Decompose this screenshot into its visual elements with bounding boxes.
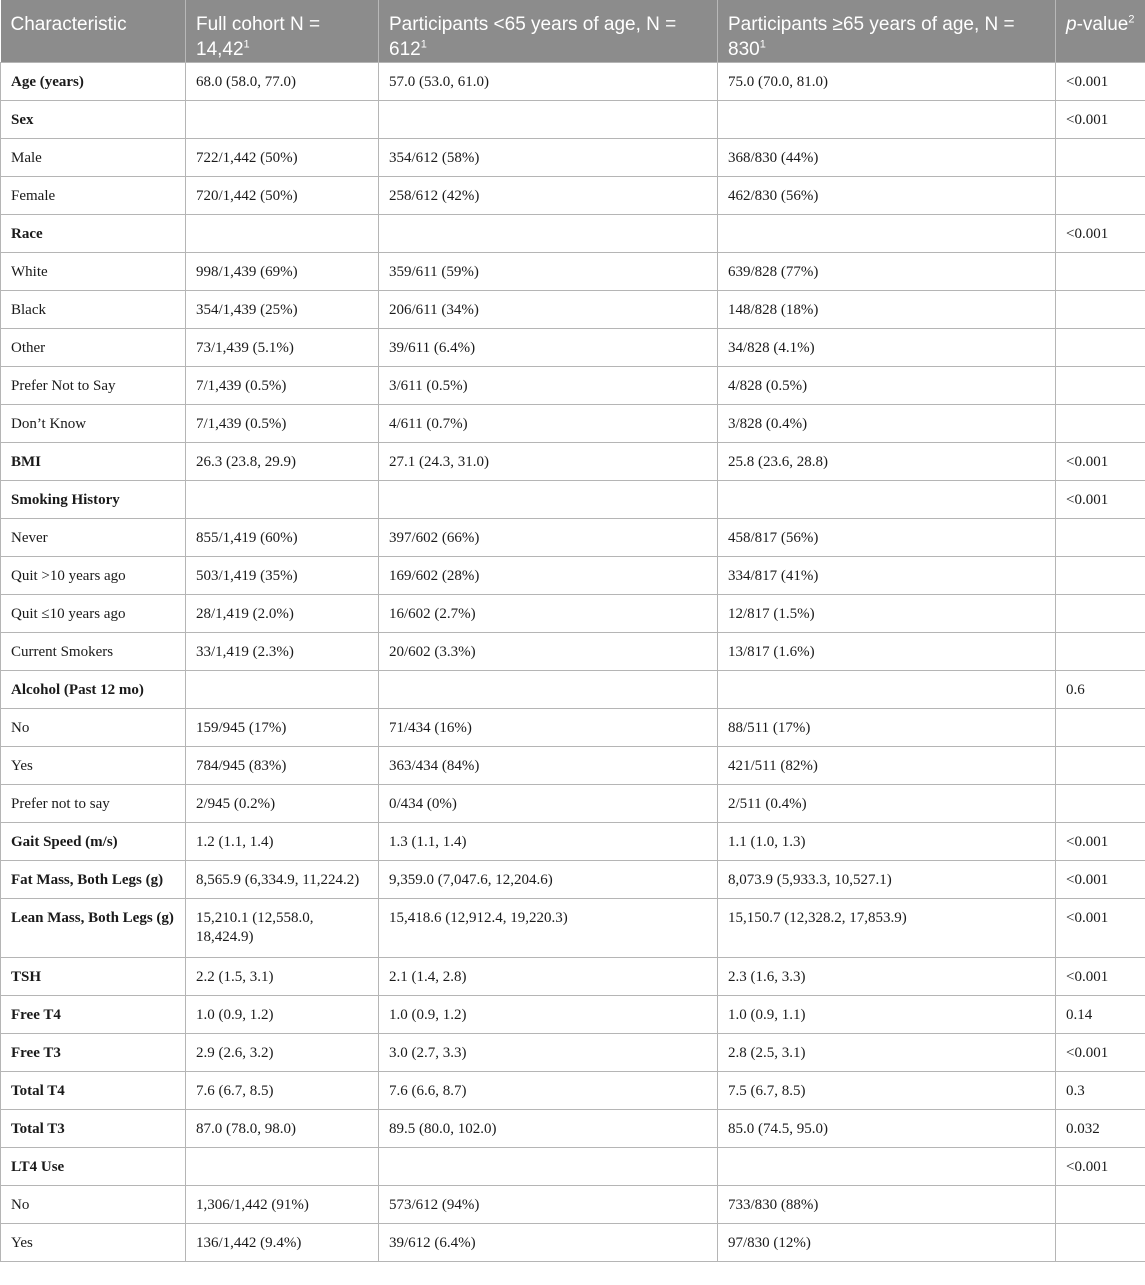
p-value-cell: 0.14 <box>1056 996 1145 1034</box>
p-value-cell <box>1056 177 1145 215</box>
row-label-cell: Current Smokers <box>1 633 186 671</box>
over-65-cell: 4/828 (0.5%) <box>718 367 1056 405</box>
header-under-65-footnote: 1 <box>420 38 427 51</box>
p-value-cell: <0.001 <box>1056 443 1145 481</box>
over-65-cell: 12/817 (1.5%) <box>718 595 1056 633</box>
over-65-cell: 2/511 (0.4%) <box>718 785 1056 823</box>
table-row <box>1 1034 1145 1072</box>
table-row <box>1 177 1145 215</box>
p-value-cell <box>1056 747 1145 785</box>
under-65-cell: 57.0 (53.0, 61.0) <box>379 63 718 101</box>
row-label-cell: Don’t Know <box>1 405 186 443</box>
header-full-cohort-label: Full cohort N = 14,42 <box>196 14 321 60</box>
full-cohort-cell: 7/1,439 (0.5%) <box>186 367 379 405</box>
row-label-cell: BMI <box>1 443 186 481</box>
over-65-cell: 458/817 (56%) <box>718 519 1056 557</box>
table-row <box>1 958 1145 996</box>
over-65-cell: 7.5 (6.7, 8.5) <box>718 1072 1056 1110</box>
under-65-cell: 4/611 (0.7%) <box>379 405 718 443</box>
over-65-cell: 462/830 (56%) <box>718 177 1056 215</box>
header-over-65-label: Participants ≥65 years of age, N = 830 <box>728 14 1015 60</box>
under-65-cell: 15,418.6 (12,912.4, 19,220.3) <box>379 899 718 958</box>
full-cohort-cell: 2.2 (1.5, 3.1) <box>186 958 379 996</box>
table-row <box>1 1148 1145 1186</box>
under-65-cell: 39/612 (6.4%) <box>379 1224 718 1262</box>
over-65-cell <box>718 1148 1056 1186</box>
over-65-cell: 34/828 (4.1%) <box>718 329 1056 367</box>
table-row <box>1 595 1145 633</box>
p-value-cell: <0.001 <box>1056 1148 1145 1186</box>
row-label-cell: Total T4 <box>1 1072 186 1110</box>
table-row <box>1 557 1145 595</box>
row-label-cell: Free T4 <box>1 996 186 1034</box>
row-label-cell: No <box>1 709 186 747</box>
full-cohort-cell: 503/1,419 (35%) <box>186 557 379 595</box>
table-row <box>1 63 1145 101</box>
p-value-cell <box>1056 1186 1145 1224</box>
table-row <box>1 633 1145 671</box>
under-65-cell: 27.1 (24.3, 31.0) <box>379 443 718 481</box>
under-65-cell: 9,359.0 (7,047.6, 12,204.6) <box>379 861 718 899</box>
table-row <box>1 861 1145 899</box>
row-label-cell: Yes <box>1 747 186 785</box>
p-value-cell: <0.001 <box>1056 101 1145 139</box>
under-65-cell: 16/602 (2.7%) <box>379 595 718 633</box>
row-label-cell: Prefer not to say <box>1 785 186 823</box>
full-cohort-cell: 998/1,439 (69%) <box>186 253 379 291</box>
row-label-cell: Other <box>1 329 186 367</box>
full-cohort-cell: 1,306/1,442 (91%) <box>186 1186 379 1224</box>
p-value-cell <box>1056 519 1145 557</box>
header-characteristic <box>1 0 186 63</box>
under-65-cell: 573/612 (94%) <box>379 1186 718 1224</box>
under-65-cell: 169/602 (28%) <box>379 557 718 595</box>
under-65-cell: 3.0 (2.7, 3.3) <box>379 1034 718 1072</box>
table-row <box>1 747 1145 785</box>
over-65-cell: 639/828 (77%) <box>718 253 1056 291</box>
full-cohort-cell: 354/1,439 (25%) <box>186 291 379 329</box>
p-value-cell <box>1056 405 1145 443</box>
under-65-cell: 0/434 (0%) <box>379 785 718 823</box>
full-cohort-cell: 28/1,419 (2.0%) <box>186 595 379 633</box>
over-65-cell: 85.0 (74.5, 95.0) <box>718 1110 1056 1148</box>
p-value-cell: <0.001 <box>1056 861 1145 899</box>
p-value-cell <box>1056 1224 1145 1262</box>
over-65-cell: 88/511 (17%) <box>718 709 1056 747</box>
table-row <box>1 823 1145 861</box>
row-label-cell: Gait Speed (m/s) <box>1 823 186 861</box>
row-label-cell: TSH <box>1 958 186 996</box>
p-value-cell: 0.3 <box>1056 1072 1145 1110</box>
p-value-cell: <0.001 <box>1056 215 1145 253</box>
under-65-cell: 359/611 (59%) <box>379 253 718 291</box>
full-cohort-cell <box>186 1148 379 1186</box>
under-65-cell <box>379 481 718 519</box>
full-cohort-cell: 7.6 (6.7, 8.5) <box>186 1072 379 1110</box>
under-65-cell: 7.6 (6.6, 8.7) <box>379 1072 718 1110</box>
over-65-cell: 1.0 (0.9, 1.1) <box>718 996 1056 1034</box>
p-value-cell: <0.001 <box>1056 899 1145 958</box>
header-characteristic-label: Characteristic <box>10 14 127 35</box>
header-over-65 <box>718 0 1056 63</box>
row-label-cell: Quit ≤10 years ago <box>1 595 186 633</box>
full-cohort-cell: 8,565.9 (6,334.9, 11,224.2) <box>186 861 379 899</box>
table-row <box>1 291 1145 329</box>
header-p-value-italic: p <box>1066 14 1077 35</box>
table-row <box>1 785 1145 823</box>
table-row <box>1 443 1145 481</box>
under-65-cell: 397/602 (66%) <box>379 519 718 557</box>
row-label-cell: Yes <box>1 1224 186 1262</box>
over-65-cell: 75.0 (70.0, 81.0) <box>718 63 1056 101</box>
table-row <box>1 1224 1145 1262</box>
under-65-cell: 258/612 (42%) <box>379 177 718 215</box>
table-row <box>1 1186 1145 1224</box>
over-65-cell <box>718 215 1056 253</box>
table-row <box>1 215 1145 253</box>
row-label-cell: No <box>1 1186 186 1224</box>
full-cohort-cell: 73/1,439 (5.1%) <box>186 329 379 367</box>
table-row <box>1 671 1145 709</box>
p-value-cell <box>1056 291 1145 329</box>
under-65-cell: 363/434 (84%) <box>379 747 718 785</box>
over-65-cell: 334/817 (41%) <box>718 557 1056 595</box>
header-p-value-label: -value <box>1076 14 1129 35</box>
full-cohort-cell: 87.0 (78.0, 98.0) <box>186 1110 379 1148</box>
over-65-cell: 25.8 (23.6, 28.8) <box>718 443 1056 481</box>
p-value-cell: <0.001 <box>1056 481 1145 519</box>
table-row <box>1 139 1145 177</box>
full-cohort-cell: 1.2 (1.1, 1.4) <box>186 823 379 861</box>
under-65-cell: 354/612 (58%) <box>379 139 718 177</box>
table-row <box>1 253 1145 291</box>
row-label-cell: Never <box>1 519 186 557</box>
over-65-cell: 2.8 (2.5, 3.1) <box>718 1034 1056 1072</box>
over-65-cell <box>718 671 1056 709</box>
row-label-cell: Prefer Not to Say <box>1 367 186 405</box>
over-65-cell: 733/830 (88%) <box>718 1186 1056 1224</box>
p-value-cell <box>1056 785 1145 823</box>
p-value-cell <box>1056 367 1145 405</box>
under-65-cell <box>379 671 718 709</box>
table-row <box>1 367 1145 405</box>
table-row <box>1 709 1145 747</box>
over-65-cell: 97/830 (12%) <box>718 1224 1056 1262</box>
under-65-cell: 39/611 (6.4%) <box>379 329 718 367</box>
table-body <box>1 63 1145 1262</box>
under-65-cell <box>379 1148 718 1186</box>
p-value-cell: <0.001 <box>1056 823 1145 861</box>
over-65-cell <box>718 481 1056 519</box>
row-label-cell: Alcohol (Past 12 mo) <box>1 671 186 709</box>
over-65-cell: 2.3 (1.6, 3.3) <box>718 958 1056 996</box>
row-label-cell: Quit >10 years ago <box>1 557 186 595</box>
p-value-cell: 0.032 <box>1056 1110 1145 1148</box>
over-65-cell: 1.1 (1.0, 1.3) <box>718 823 1056 861</box>
full-cohort-cell: 855/1,419 (60%) <box>186 519 379 557</box>
full-cohort-cell <box>186 481 379 519</box>
row-label-cell: Free T3 <box>1 1034 186 1072</box>
full-cohort-cell: 68.0 (58.0, 77.0) <box>186 63 379 101</box>
full-cohort-cell: 784/945 (83%) <box>186 747 379 785</box>
row-label-cell: LT4 Use <box>1 1148 186 1186</box>
p-value-cell: <0.001 <box>1056 1034 1145 1072</box>
full-cohort-cell: 33/1,419 (2.3%) <box>186 633 379 671</box>
full-cohort-cell <box>186 101 379 139</box>
full-cohort-cell: 136/1,442 (9.4%) <box>186 1224 379 1262</box>
full-cohort-cell <box>186 671 379 709</box>
p-value-cell <box>1056 253 1145 291</box>
under-65-cell: 1.3 (1.1, 1.4) <box>379 823 718 861</box>
full-cohort-cell: 26.3 (23.8, 29.9) <box>186 443 379 481</box>
header-full-cohort <box>186 0 379 63</box>
p-value-cell <box>1056 139 1145 177</box>
full-cohort-cell: 2/945 (0.2%) <box>186 785 379 823</box>
p-value-cell <box>1056 557 1145 595</box>
row-label-cell: Black <box>1 291 186 329</box>
p-value-cell: <0.001 <box>1056 63 1145 101</box>
over-65-cell: 3/828 (0.4%) <box>718 405 1056 443</box>
row-label-cell: Age (years) <box>1 63 186 101</box>
row-label-cell: White <box>1 253 186 291</box>
table-row <box>1 481 1145 519</box>
header-over-65-footnote: 1 <box>759 38 766 51</box>
under-65-cell: 1.0 (0.9, 1.2) <box>379 996 718 1034</box>
full-cohort-cell: 159/945 (17%) <box>186 709 379 747</box>
full-cohort-cell: 722/1,442 (50%) <box>186 139 379 177</box>
header-row <box>1 0 1145 63</box>
p-value-cell: 0.6 <box>1056 671 1145 709</box>
row-label-cell: Lean Mass, Both Legs (g) <box>1 899 186 958</box>
over-65-cell: 13/817 (1.6%) <box>718 633 1056 671</box>
p-value-cell <box>1056 595 1145 633</box>
row-label-cell: Smoking History <box>1 481 186 519</box>
table-row <box>1 405 1145 443</box>
over-65-cell: 8,073.9 (5,933.3, 10,527.1) <box>718 861 1056 899</box>
under-65-cell: 20/602 (3.3%) <box>379 633 718 671</box>
table-row <box>1 1110 1145 1148</box>
row-label-cell: Male <box>1 139 186 177</box>
full-cohort-cell: 7/1,439 (0.5%) <box>186 405 379 443</box>
row-label-cell: Total T3 <box>1 1110 186 1148</box>
header-under-65 <box>379 0 718 63</box>
under-65-cell: 3/611 (0.5%) <box>379 367 718 405</box>
under-65-cell: 71/434 (16%) <box>379 709 718 747</box>
row-label-cell: Fat Mass, Both Legs (g) <box>1 861 186 899</box>
full-cohort-cell: 15,210.1 (12,558.0, 18,424.9) <box>186 899 379 958</box>
full-cohort-cell: 1.0 (0.9, 1.2) <box>186 996 379 1034</box>
header-p-value-footnote: 2 <box>1128 13 1135 26</box>
under-65-cell <box>379 101 718 139</box>
under-65-cell: 206/611 (34%) <box>379 291 718 329</box>
over-65-cell: 148/828 (18%) <box>718 291 1056 329</box>
table-row <box>1 1072 1145 1110</box>
over-65-cell: 15,150.7 (12,328.2, 17,853.9) <box>718 899 1056 958</box>
header-under-65-label: Participants <65 years of age, N = 612 <box>389 14 677 60</box>
row-label-cell: Sex <box>1 101 186 139</box>
over-65-cell: 368/830 (44%) <box>718 139 1056 177</box>
table-row <box>1 101 1145 139</box>
header-p-value <box>1056 0 1145 63</box>
header-full-cohort-footnote: 1 <box>243 38 250 51</box>
under-65-cell: 2.1 (1.4, 2.8) <box>379 958 718 996</box>
p-value-cell: <0.001 <box>1056 958 1145 996</box>
row-label-cell: Female <box>1 177 186 215</box>
under-65-cell: 89.5 (80.0, 102.0) <box>379 1110 718 1148</box>
table-row <box>1 996 1145 1034</box>
over-65-cell: 421/511 (82%) <box>718 747 1056 785</box>
full-cohort-cell: 720/1,442 (50%) <box>186 177 379 215</box>
over-65-cell <box>718 101 1056 139</box>
table-row <box>1 519 1145 557</box>
table-row <box>1 899 1145 958</box>
p-value-cell <box>1056 709 1145 747</box>
p-value-cell <box>1056 329 1145 367</box>
under-65-cell <box>379 215 718 253</box>
table-header <box>1 0 1145 63</box>
table-row <box>1 329 1145 367</box>
full-cohort-cell: 2.9 (2.6, 3.2) <box>186 1034 379 1072</box>
full-cohort-cell <box>186 215 379 253</box>
p-value-cell <box>1056 633 1145 671</box>
row-label-cell: Race <box>1 215 186 253</box>
